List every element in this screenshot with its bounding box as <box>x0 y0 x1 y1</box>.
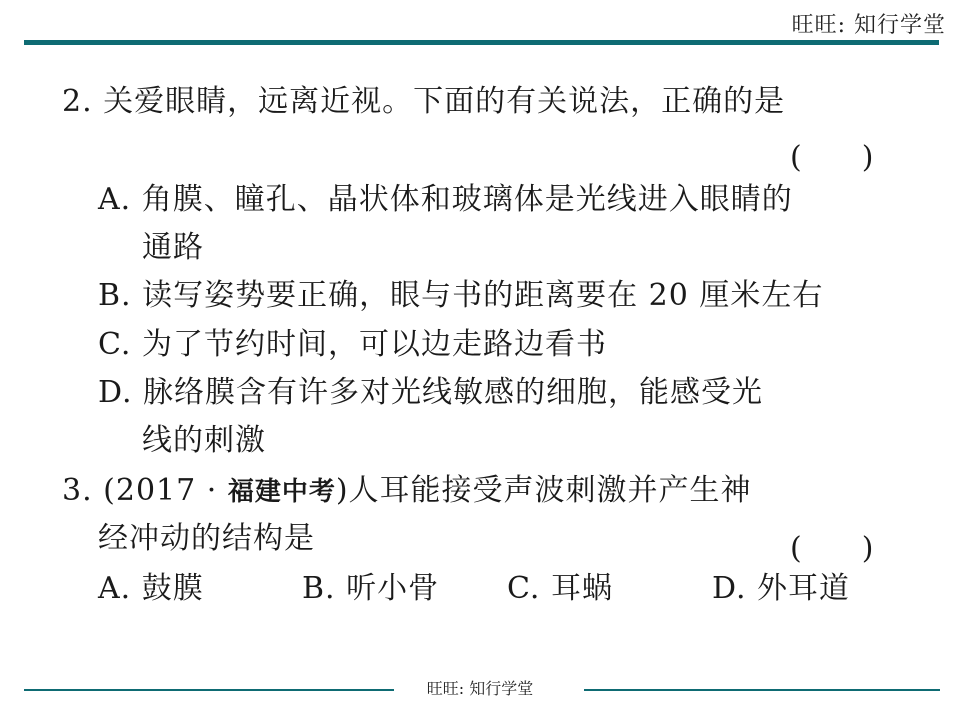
q3-source-citation: 福建中考 <box>227 477 336 507</box>
footer-brand: 旺旺: 知行学堂 <box>426 679 534 698</box>
q2-option-c: C. 为了节约时间，可以边走路边看书 <box>98 327 607 362</box>
header-brand: 旺旺: 知行学堂 <box>791 13 946 38</box>
q2-answer-blank: ( ) <box>790 140 874 175</box>
footer-rule-right <box>584 689 940 691</box>
q3-option-c: C. 耳蜗 <box>507 571 613 606</box>
q3-option-d: D. 外耳道 <box>712 571 851 606</box>
q3-prefix: 3. (2017 · <box>62 473 228 508</box>
q3-stem-line1 <box>62 467 752 516</box>
q3-answer-blank: ( ) <box>790 531 874 566</box>
header-rule <box>24 40 939 45</box>
q3-option-a: A. 鼓膜 <box>98 571 204 606</box>
q2-option-a-line2: 通路 <box>142 230 204 265</box>
q2-option-d-line2: 线的刺激 <box>142 423 266 458</box>
q3-option-b: B. 听小骨 <box>302 571 440 606</box>
q3-stem-line2: 经冲动的结构是 <box>98 521 315 556</box>
q2-stem: 2. 关爱眼睛，远离近视。下面的有关说法，正确的是 <box>62 84 786 119</box>
q2-option-b: B. 读写姿势要正确，眼与书的距离要在 20 厘米左右 <box>98 278 824 313</box>
q2-option-a-line1: A. 角膜、瞳孔、晶状体和玻璃体是光线进入眼睛的 <box>98 182 793 217</box>
q3-suffix: )人耳能接受声波刺激并产生神 <box>335 473 752 508</box>
q2-option-d-line1: D. 脉络膜含有许多对光线敏感的细胞，能感受光 <box>98 375 764 410</box>
